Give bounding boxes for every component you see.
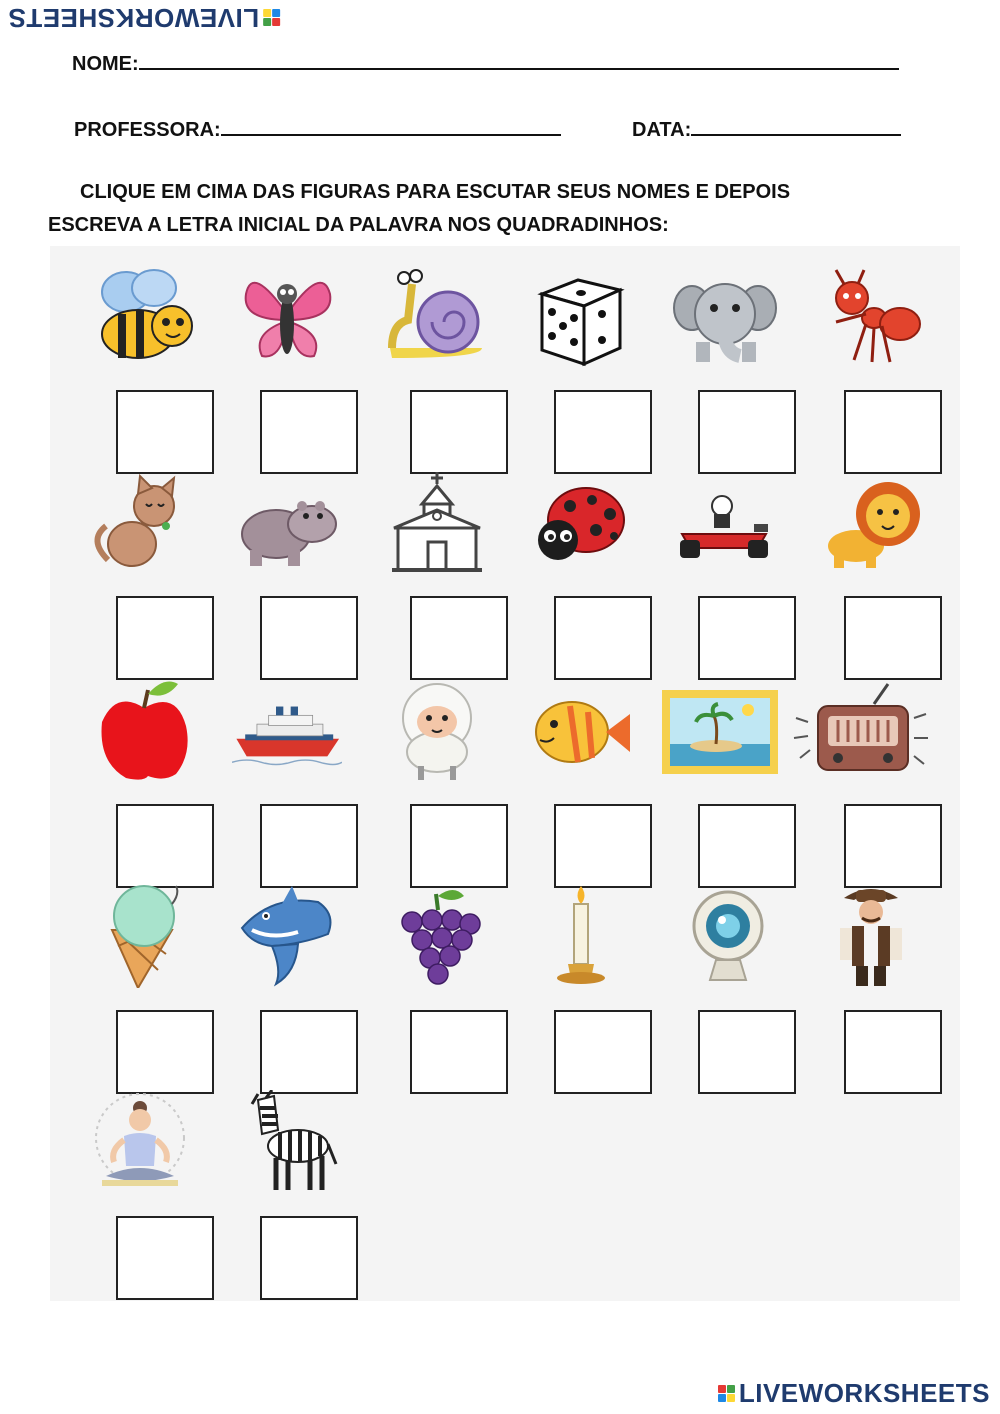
ice-cream-icon[interactable]	[88, 884, 198, 988]
answer-box[interactable]	[844, 596, 942, 680]
painting-icon[interactable]	[660, 678, 780, 782]
cell-ladybug	[516, 470, 666, 690]
data-input-line[interactable]	[691, 116, 901, 136]
bee-icon[interactable]	[88, 264, 198, 368]
answer-box[interactable]	[844, 390, 942, 474]
cell-zebra	[222, 1090, 372, 1310]
cell-yoga	[78, 1090, 228, 1310]
data-label: DATA:	[632, 119, 692, 141]
dice-icon[interactable]	[526, 264, 636, 368]
instruction-line-2: ESCREVA A LETRA INICIAL DA PALAVRA NOS QUADRADINHOS:	[48, 214, 669, 236]
answer-box[interactable]	[844, 804, 942, 888]
answer-box[interactable]	[554, 1010, 652, 1094]
answer-box[interactable]	[260, 1216, 358, 1300]
answer-box[interactable]	[410, 390, 508, 474]
zebra-icon[interactable]	[232, 1090, 342, 1194]
hippo-icon[interactable]	[232, 470, 342, 574]
cell-shark	[222, 884, 372, 1104]
ship-icon[interactable]	[232, 678, 342, 782]
cell-snail	[372, 264, 522, 484]
cell-hippo	[222, 470, 372, 690]
answer-box[interactable]	[698, 804, 796, 888]
answer-box[interactable]	[116, 1216, 214, 1300]
radio-icon[interactable]	[790, 678, 930, 782]
logo-mark-icon	[718, 1385, 735, 1402]
shark-icon[interactable]	[232, 884, 342, 988]
cell-elephant	[660, 264, 810, 484]
candle-icon[interactable]	[526, 884, 636, 988]
logo-text: LIVEWORKSHEETS	[8, 3, 260, 33]
cell-painting	[660, 678, 810, 898]
nome-input-line[interactable]	[139, 50, 899, 70]
apple-icon[interactable]	[88, 678, 198, 782]
data-field	[632, 116, 901, 142]
answer-box[interactable]	[260, 804, 358, 888]
cat-icon[interactable]	[88, 470, 198, 574]
answer-box[interactable]	[410, 804, 508, 888]
answer-box[interactable]	[554, 596, 652, 680]
nome-field	[72, 50, 899, 76]
answer-box[interactable]	[116, 1010, 214, 1094]
sheep-icon[interactable]	[382, 678, 492, 782]
answer-box[interactable]	[554, 804, 652, 888]
cell-ant	[806, 264, 956, 484]
ladybug-icon[interactable]	[526, 470, 636, 574]
cell-church	[372, 470, 522, 690]
elephant-icon[interactable]	[670, 264, 780, 368]
liveworksheets-logo-bottom[interactable]	[718, 1378, 990, 1409]
answer-box[interactable]	[844, 1010, 942, 1094]
cell-webcam	[660, 884, 810, 1104]
answer-box[interactable]	[260, 596, 358, 680]
answer-box[interactable]	[554, 390, 652, 474]
worksheet-panel	[50, 246, 960, 1301]
cell-cat	[78, 470, 228, 690]
logo-mark-icon	[263, 9, 280, 26]
instruction-line-1: CLIQUE EM CIMA DAS FIGURAS PARA ESCUTAR SEUS NOMES E DEPOIS	[80, 181, 791, 203]
logo-text: LIVEWORKSHEETS	[738, 1378, 990, 1408]
cell-sheep	[372, 678, 522, 898]
snail-icon[interactable]	[382, 264, 492, 368]
answer-box[interactable]	[116, 804, 214, 888]
cowboy-icon[interactable]	[816, 884, 926, 988]
answer-box[interactable]	[116, 390, 214, 474]
cell-apple	[78, 678, 228, 898]
nome-label: NOME:	[72, 53, 139, 75]
answer-box[interactable]	[260, 390, 358, 474]
cell-dice	[516, 264, 666, 484]
cell-butterfly	[222, 264, 372, 484]
lion-icon[interactable]	[816, 470, 926, 574]
professora-field	[74, 116, 561, 142]
ant-icon[interactable]	[816, 264, 926, 368]
cell-grapes	[372, 884, 522, 1104]
professora-label: PROFESSORA:	[74, 119, 221, 141]
answer-box[interactable]	[260, 1010, 358, 1094]
answer-box[interactable]	[410, 1010, 508, 1094]
liveworksheets-logo-top	[8, 2, 280, 33]
cell-cowboy	[806, 884, 956, 1104]
cell-ice-cream	[78, 884, 228, 1104]
cell-fish	[516, 678, 666, 898]
butterfly-icon[interactable]	[232, 264, 342, 368]
cell-candle	[516, 884, 666, 1104]
answer-box[interactable]	[698, 596, 796, 680]
kart-icon[interactable]	[670, 470, 780, 574]
answer-box[interactable]	[698, 390, 796, 474]
cell-bee	[78, 264, 228, 484]
cell-ship	[222, 678, 372, 898]
answer-box[interactable]	[116, 596, 214, 680]
grapes-icon[interactable]	[382, 884, 492, 988]
cell-kart	[660, 470, 810, 690]
answer-box[interactable]	[410, 596, 508, 680]
answer-box[interactable]	[698, 1010, 796, 1094]
fish-icon[interactable]	[526, 678, 636, 782]
professora-input-line[interactable]	[221, 116, 561, 136]
yoga-icon[interactable]	[80, 1090, 200, 1194]
cell-lion	[806, 470, 956, 690]
webcam-icon[interactable]	[670, 884, 780, 988]
cell-radio	[806, 678, 956, 898]
church-icon[interactable]	[382, 470, 492, 574]
